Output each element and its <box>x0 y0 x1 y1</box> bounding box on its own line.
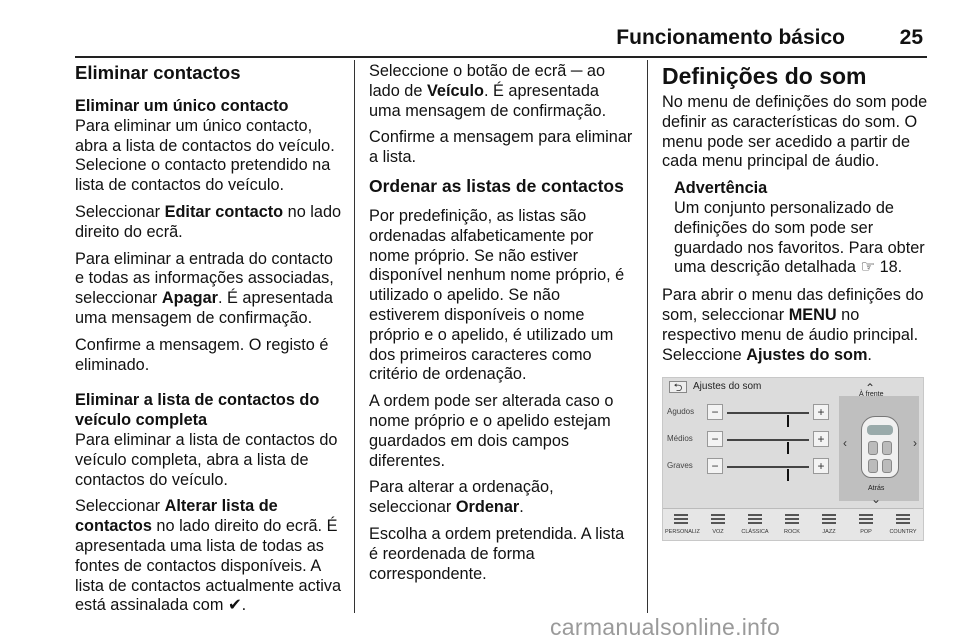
chevron-down-icon: ⌄ <box>871 492 882 506</box>
preset-item: PERSONALIZ <box>665 509 697 541</box>
page-reference: ☞ 18. <box>860 258 903 277</box>
paragraph: A ordem pode ser alterada caso o nome próprio e o apelido estejam guardados em dois campos diferentes. <box>369 392 614 470</box>
equalizer-icon <box>859 514 873 524</box>
slider-track <box>727 466 809 468</box>
paragraph: Para abrir o menu das definições do som, seleccionar MENU no respectivo menu de áudio principal. Seleccione Ajustes do som. <box>662 286 924 364</box>
screen-topbar <box>663 378 923 396</box>
watermark: carmanualsonline.info <box>550 614 781 640</box>
column-divider-2 <box>647 60 648 613</box>
column-divider-1 <box>354 60 355 613</box>
preset-item: POP <box>850 509 882 541</box>
paragraph: Confirme a mensagem para eliminar a lista. <box>369 128 633 167</box>
slider-label: Agudos <box>667 407 695 416</box>
paragraph: Para eliminar a lista de contactos do veículo completa, abra a lista de contactos do veículo. <box>75 430 338 489</box>
column-3 <box>662 62 928 372</box>
paragraph: Para alterar a ordenação, seleccionar Ordenar. <box>369 478 554 517</box>
slider-row <box>667 404 837 422</box>
menu-term: Veículo <box>426 81 484 100</box>
chevron-left-icon: ‹ <box>843 436 847 450</box>
header-rule <box>75 56 927 58</box>
paragraph: Por predefinição, as listas são ordenadas alfabeticamente por nome próprio. Se não estiver disponível nenhum nome próprio, é utilizado o apelido. Se não estiverem disponíveis o nome próprio e o apelido, é utilizado um dos primeiros caracteres como critério de ordenação. <box>369 206 625 384</box>
check-icon: ✔ <box>227 596 242 615</box>
equalizer-icon <box>674 514 688 524</box>
equalizer-icon <box>785 514 799 524</box>
paragraph: Seleccionar Alterar lista de contactos no lado direito do ecrã. É apresentada uma lista de todas as fontes de contactos disponíveis. A lista de contactos actualmente activa está assinalada com ✔. <box>75 497 342 615</box>
sound-settings-screen-image <box>662 377 924 541</box>
plus-button: + <box>813 404 829 420</box>
minus-icon: ─ <box>570 62 583 80</box>
slider-row <box>667 431 837 449</box>
column-1 <box>75 62 345 623</box>
heading-ordenar: Ordenar as listas de contactos <box>369 175 624 196</box>
menu-term: Ajustes do som <box>746 345 868 364</box>
plus-button: + <box>813 431 829 447</box>
note-heading: Advertência <box>674 179 768 198</box>
paragraph: Para eliminar a entrada do contacto e todas as informações associadas, seleccionar Apagar. É apresentada uma mensagem de confirmação. <box>75 249 334 327</box>
chevron-up-icon: ⌃ <box>865 381 876 395</box>
equalizer-icon <box>711 514 725 524</box>
slider-knob <box>787 415 789 427</box>
slider-label: Graves <box>667 461 693 470</box>
subheading-unico: Eliminar um único contacto <box>75 97 289 115</box>
paragraph: Escolha a ordem pretendida. A lista é reordenada de forma correspondente. <box>369 524 625 583</box>
section-title: Funcionamento básico <box>616 26 845 49</box>
menu-term: Ordenar <box>455 498 520 517</box>
equalizer-icon <box>822 514 836 524</box>
paragraph: Seleccionar Editar contacto no lado direito do ecrã. <box>75 202 342 241</box>
subheading-lista-completa: Eliminar a lista de contactos do veículo completa <box>75 391 320 430</box>
menu-term: Apagar <box>161 289 218 308</box>
heading-definicoes-som: Definições do som <box>662 63 867 89</box>
plus-button: + <box>813 458 829 474</box>
preset-item: VOZ <box>702 509 734 541</box>
front-label: À frente <box>859 391 884 398</box>
note-body: Um conjunto personalizado de definições do som pode ser guardado nos favoritos. Para obter uma descrição detalhada ☞ 18. <box>674 198 925 277</box>
equalizer-icon <box>896 514 910 524</box>
menu-term: MENU <box>788 305 837 324</box>
advertencia-note <box>662 179 928 278</box>
preset-item: COUNTRY <box>887 509 919 541</box>
preset-item: ROCK <box>776 509 808 541</box>
minus-button: − <box>707 404 723 420</box>
column-2 <box>369 62 635 591</box>
back-icon: ⮌ <box>669 381 687 393</box>
paragraph: Confirme a mensagem. O registo é eliminado. <box>75 335 329 374</box>
preset-item: CLÁSSICA <box>739 509 771 541</box>
preset-bar <box>663 508 923 540</box>
paragraph: Seleccione o botão de ecrã ─ ao lado de Veículo. É apresentada uma mensagem de confirmação. <box>369 62 607 120</box>
slider-knob <box>787 469 789 481</box>
slider-track <box>727 439 809 441</box>
rear-label: Atrás <box>868 485 885 492</box>
screen-title: Ajustes do som <box>693 381 762 392</box>
menu-term: Alterar lista de contactos <box>75 497 278 536</box>
chevron-right-icon: › <box>913 436 917 450</box>
equalizer-icon <box>748 514 762 524</box>
minus-button: − <box>707 431 723 447</box>
slider-knob <box>787 442 789 454</box>
slider-row <box>667 458 837 476</box>
menu-term: Editar contacto <box>164 202 284 221</box>
minus-button: − <box>707 458 723 474</box>
page-number: 25 <box>899 26 923 49</box>
preset-item: JAZZ <box>813 509 845 541</box>
paragraph: No menu de definições do som pode definir as características do som. O menu pode ser acedido a partir de cada menu principal de áudio. <box>662 93 928 171</box>
heading-eliminar-contactos: Eliminar contactos <box>75 62 241 83</box>
page-header <box>75 26 927 52</box>
car-top-view-icon <box>861 416 899 478</box>
slider-label: Médios <box>667 434 693 443</box>
paragraph: Para eliminar um único contacto, abra a lista de contactos do veículo. Selecione o contacto pretendido na lista de contactos do veículo. <box>75 116 335 195</box>
slider-track <box>727 412 809 414</box>
